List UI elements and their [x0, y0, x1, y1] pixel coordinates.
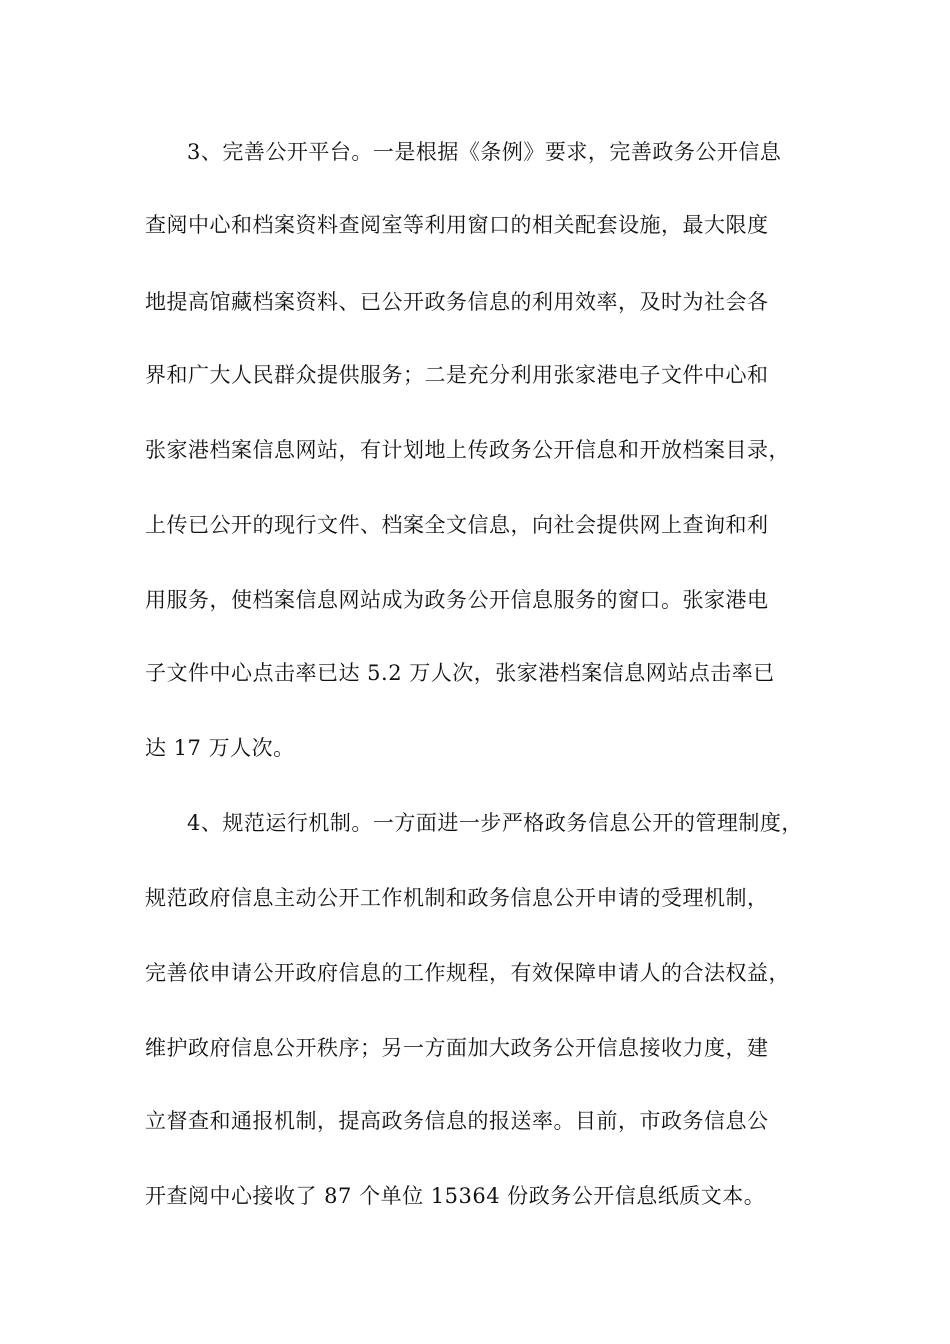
paragraph-2-line-4: 维护政府信息公开秩序；另一方面加大政务公开信息接收力度，建: [145, 1036, 769, 1060]
paragraph-2-line-1: 4、规范运行机制。一方面进一步严格政务信息公开的管理制度，: [187, 811, 803, 835]
paragraph-2-line-6: 开查阅中心接收了 87 个单位 15364 份政务公开信息纸质文本。: [145, 1184, 766, 1208]
paragraph-1-line-8: 子文件中心点击率已达 5.2 万人次，张家港档案信息网站点击率已: [145, 661, 775, 685]
paragraph-1-line-6: 上传已公开的现行文件、档案全文信息，向社会提供网上查询和利: [145, 513, 769, 537]
paragraph-1-line-9: 达 17 万人次。: [145, 736, 295, 760]
paragraph-1-line-1: 3、完善公开平台。一是根据《条例》要求，完善政务公开信息: [187, 140, 782, 164]
paragraph-1-line-5: 张家港档案信息网站，有计划地上传政务公开信息和开放档案目录，: [145, 438, 790, 462]
paragraph-1-line-3: 地提高馆藏档案资料、已公开政务信息的利用效率，及时为社会各: [145, 290, 769, 314]
paragraph-1-line-4: 界和广大人民群众提供服务；二是充分利用张家港电子文件中心和: [145, 363, 769, 387]
paragraph-2-line-3: 完善依申请公开政府信息的工作规程，有效保障申请人的合法权益，: [145, 961, 790, 985]
paragraph-1-line-2: 查阅中心和档案资料查阅室等利用窗口的相关配套设施，最大限度: [145, 213, 769, 237]
paragraph-2-line-5: 立督查和通报机制，提高政务信息的报送率。目前，市政务信息公: [145, 1109, 769, 1133]
paragraph-2-line-2: 规范政府信息主动公开工作机制和政务信息公开申请的受理机制，: [145, 886, 769, 910]
paragraph-1-line-7: 用服务，使档案信息网站成为政务公开信息服务的窗口。张家港电: [145, 588, 769, 612]
